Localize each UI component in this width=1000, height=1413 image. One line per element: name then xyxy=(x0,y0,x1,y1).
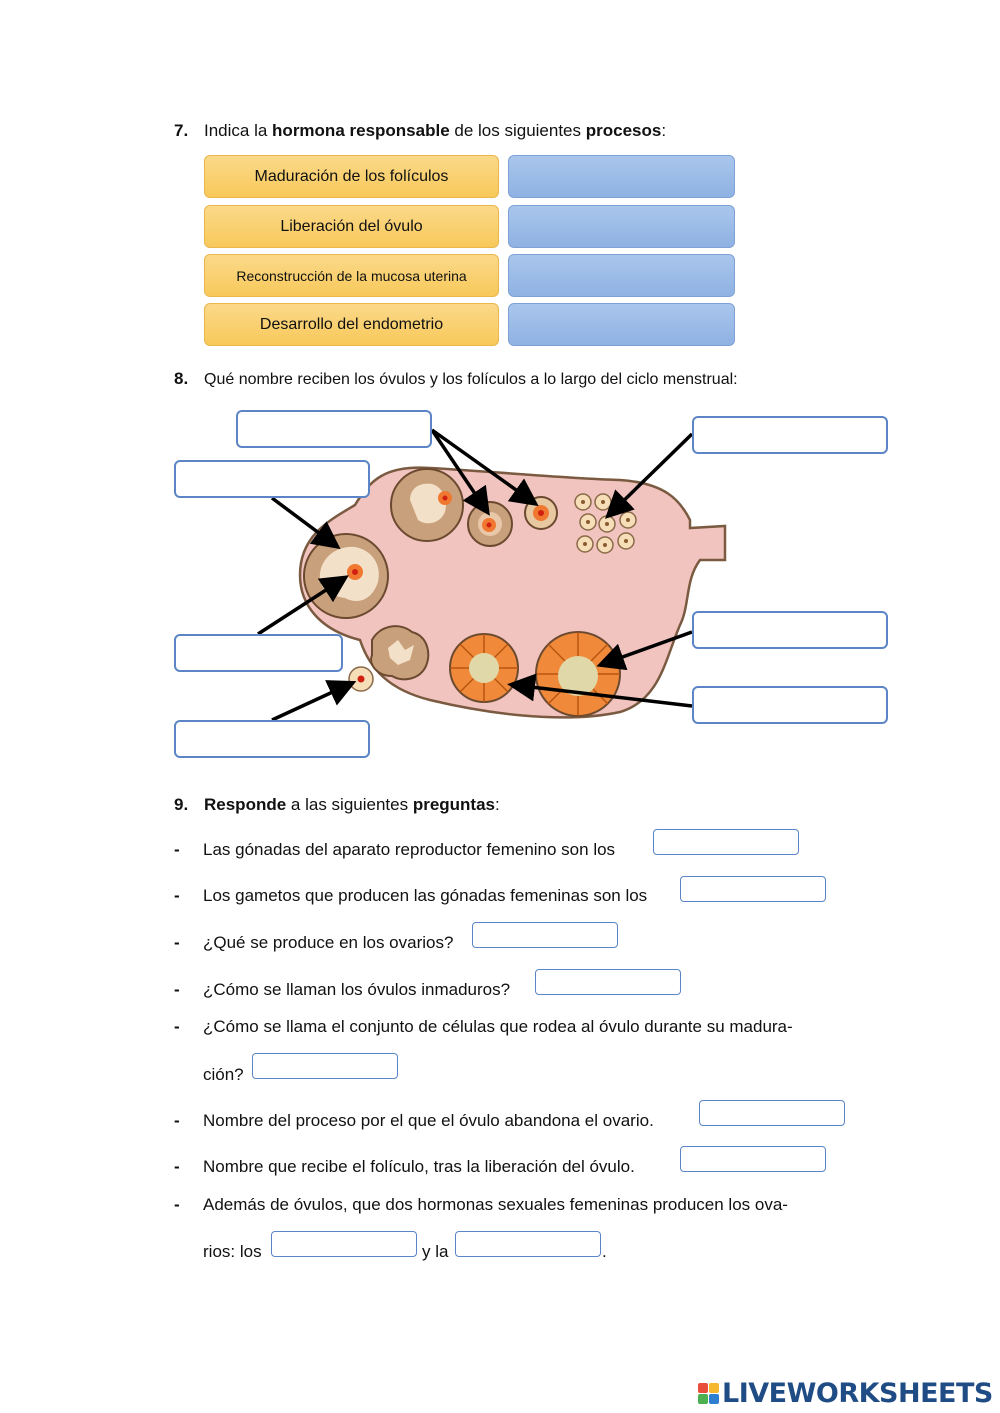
logo-text: LIVEWORKSHEETS xyxy=(722,1378,993,1409)
answer-input-3[interactable] xyxy=(472,922,618,948)
bullet-dash: - xyxy=(174,1017,180,1036)
growing-follicle-icon xyxy=(468,502,512,546)
liveworksheets-logo xyxy=(698,1378,993,1409)
question-line-4: ¿Cómo se llaman los óvulos inmaduros? xyxy=(203,980,511,999)
diagram-answer-box-3[interactable] xyxy=(692,416,888,454)
answer-input-8[interactable] xyxy=(271,1231,417,1257)
question-7-title: 7. Indica la hormona responsable de los siguientes procesos: xyxy=(174,121,667,140)
answer-input-2[interactable] xyxy=(680,876,826,902)
secondary-follicle-icon xyxy=(391,469,463,541)
liveworksheets-logo-icon xyxy=(698,1383,719,1404)
answer-input-5[interactable] xyxy=(252,1053,398,1079)
process-label-desarrollo: Desarrollo del endometrio xyxy=(204,303,499,346)
released-ovum-icon xyxy=(349,667,373,691)
diagram-answer-box-5[interactable] xyxy=(174,720,370,758)
hormone-answer-field-2[interactable] xyxy=(508,205,735,248)
process-label-liberacion: Liberación del óvulo xyxy=(204,205,499,248)
answer-input-7[interactable] xyxy=(680,1146,826,1172)
question-9-title: 9. Responde a las siguientes preguntas: xyxy=(174,795,500,814)
question-line-3: ¿Qué se produce en los ovarios? xyxy=(203,933,454,952)
arrow-6 xyxy=(272,684,350,720)
process-label-reconstruccion: Reconstrucción de la mucosa uterina xyxy=(204,254,499,297)
bullet-dash: - xyxy=(174,933,180,952)
bullet-dash: - xyxy=(174,980,180,999)
question-line-5-continued: ción? xyxy=(203,1065,244,1084)
diagram-answer-box-6[interactable] xyxy=(692,611,888,649)
arrow-4 xyxy=(272,498,335,545)
question-line-8: Además de óvulos, que dos hormonas sexuales femeninas producen los ova- xyxy=(203,1195,788,1214)
answer-input-9[interactable] xyxy=(455,1231,601,1257)
bullet-dash: - xyxy=(174,1157,180,1176)
bullet-dash: - xyxy=(174,840,180,859)
answer-input-4[interactable] xyxy=(535,969,681,995)
process-label-maduracion: Maduración de los folículos xyxy=(204,155,499,198)
question-line-8-conjunction: y la xyxy=(422,1242,449,1261)
hormone-answer-field-3[interactable] xyxy=(508,254,735,297)
question-line-1: Las gónadas del aparato reproductor femenino son los xyxy=(203,840,616,859)
bullet-dash: - xyxy=(174,1195,180,1214)
answer-input-1[interactable] xyxy=(653,829,799,855)
diagram-answer-box-2[interactable] xyxy=(174,460,370,498)
question-8-title: 8. Qué nombre reciben los óvulos y los folículos a lo largo del ciclo menstrual: xyxy=(174,369,738,388)
question-line-7: Nombre que recibe el folículo, tras la liberación del óvulo. xyxy=(203,1157,635,1176)
mature-follicle-icon xyxy=(304,534,388,618)
diagram-answer-box-1[interactable] xyxy=(236,410,432,448)
diagram-answer-box-4[interactable] xyxy=(174,634,343,672)
question-number: 7. xyxy=(174,121,189,140)
question-line-8-period: . xyxy=(602,1242,607,1261)
bullet-dash: - xyxy=(174,1111,180,1130)
answer-input-6[interactable] xyxy=(699,1100,845,1126)
hormone-answer-field-4[interactable] xyxy=(508,303,735,346)
corpus-luteum-mature-icon xyxy=(536,632,620,716)
question-line-2: Los gametos que producen las gónadas femeninas son los xyxy=(203,886,648,905)
diagram-answer-box-7[interactable] xyxy=(692,686,888,724)
hormone-answer-field-1[interactable] xyxy=(508,155,735,198)
question-line-8-continued: rios: los xyxy=(203,1242,262,1261)
corpus-luteum-icon xyxy=(450,634,518,702)
question-line-5: ¿Cómo se llama el conjunto de células que rodea al óvulo durante su madura- xyxy=(203,1017,793,1036)
question-line-6: Nombre del proceso por el que el óvulo abandona el ovario. xyxy=(203,1111,654,1130)
bullet-dash: - xyxy=(174,886,180,905)
